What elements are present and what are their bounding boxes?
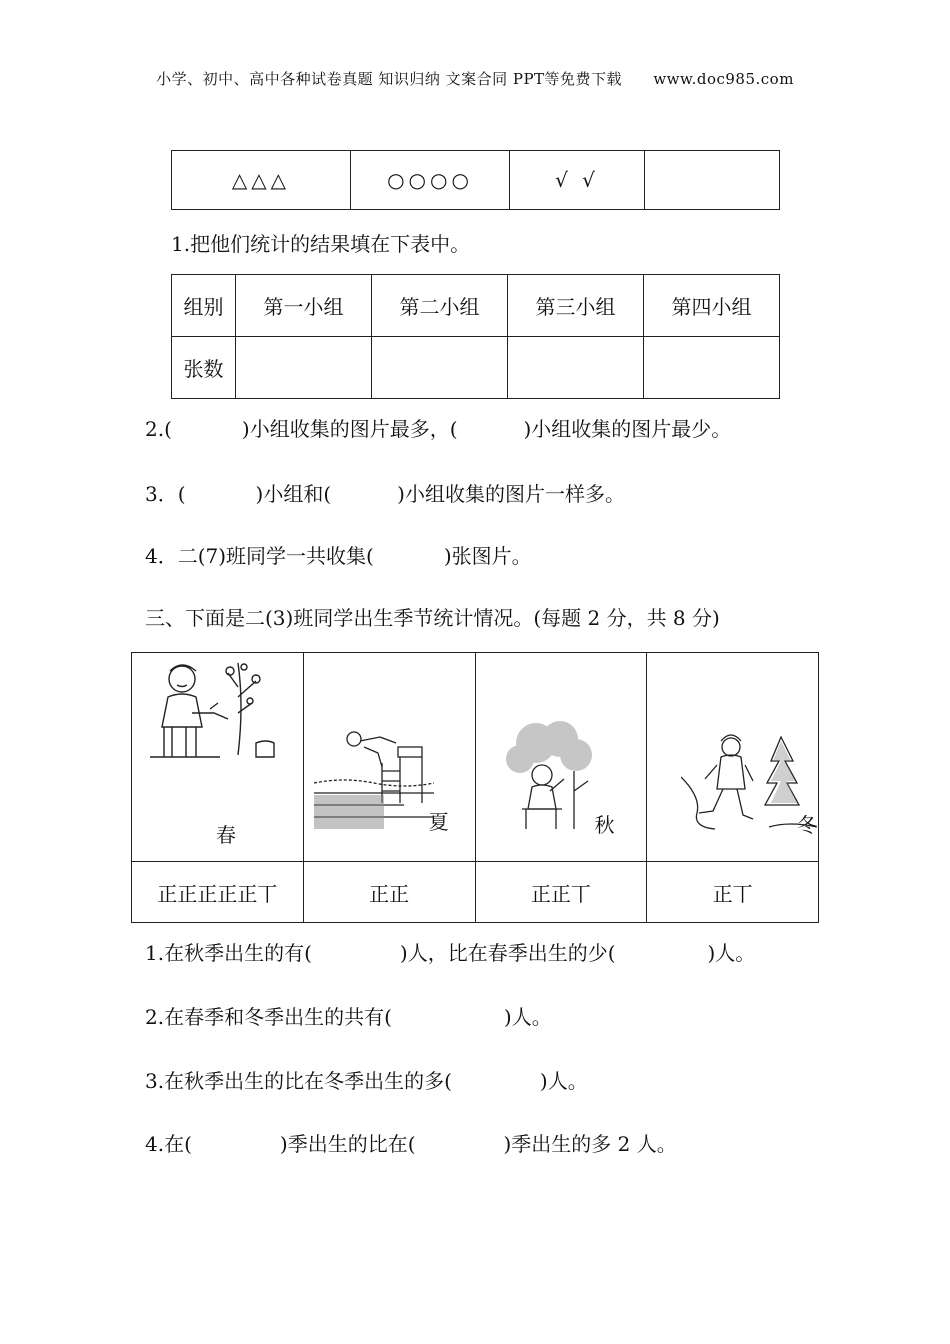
group-count-table [171,274,780,399]
group-header-label: 组别 [172,275,236,337]
section-3-question-3 [145,1065,588,1094]
q4-text-1: 4．二(7)班同学一共收集( [145,544,374,568]
summer-illustration [314,723,434,833]
section-3-question-4 [145,1128,677,1157]
q4-text-2: )张图片。 [443,544,532,568]
header-text: 小学、初中、高中各种试卷真题 知识归纳 文案合同 PPT等免费下载 [156,70,623,88]
count-cell-3[interactable] [508,337,644,399]
count-row-label: 张数 [172,337,236,399]
s3q4-text-1: 4.在( [145,1132,192,1156]
group-name-4: 第四小组 [644,275,780,337]
s3q1-text-1: 1.在秋季出生的有( [145,941,312,965]
season-label-summer: 夏 [428,810,449,834]
season-label-winter: 冬 [797,813,818,837]
q3-text-1: 3．( [145,482,186,506]
tally-group-4 [645,151,780,210]
s3q2-text-2: )人。 [503,1005,552,1029]
s3q2-text-1: 2.在春季和冬季出生的共有( [145,1005,392,1029]
autumn-illustration [498,721,598,831]
season-cell-winter [647,653,819,862]
header-site: www.doc985.com [653,70,794,88]
q3-text-3: )小组收集的图片一样多。 [397,482,625,506]
season-label-autumn: 秋 [594,813,615,837]
s3q1-text-3: )人。 [707,941,756,965]
s3q3-text-2: )人。 [539,1069,588,1093]
season-label-spring: 春 [216,823,236,847]
s3q4-text-3: )季出生的多 2 人。 [503,1132,677,1156]
question-4 [145,540,532,569]
group-name-2: 第二小组 [372,275,508,337]
tally-marks-table [171,150,780,210]
section-3-question-1 [145,937,755,966]
section-3-title: 三、下面是二(3)班同学出生季节统计情况。(每题 2 分，共 8 分) [145,606,720,630]
s3q3-text-1: 3.在秋季出生的比在冬季出生的多( [145,1069,452,1093]
question-1-intro: 1.把他们统计的结果填在下表中。 [171,232,471,256]
season-cell-autumn [475,653,647,862]
count-cell-2[interactable] [372,337,508,399]
season-tally-winter: 正丅 [647,862,819,923]
count-cell-1[interactable] [236,337,372,399]
q2-text-2: )小组收集的图片最多，( [241,417,458,441]
group-name-1: 第一小组 [236,275,372,337]
season-tally-spring: 正正正正正丅 [132,862,304,923]
count-cell-4[interactable] [644,337,780,399]
s3q1-text-2: )人，比在春季出生的少( [399,941,616,965]
season-tally-summer: 正正 [303,862,475,923]
tally-group-2: ○○○○ [351,151,510,210]
tally-group-1: △△△ [172,151,351,210]
section-3-question-2 [145,1001,552,1030]
birth-season-table [131,652,819,923]
q2-text-3: )小组收集的图片最少。 [523,417,732,441]
season-cell-spring [132,653,304,862]
season-cell-summer [303,653,475,862]
q3-text-2: )小组和( [255,482,332,506]
group-name-3: 第三小组 [508,275,644,337]
page-header [0,68,950,89]
tally-group-3: √ √ [510,151,645,210]
s3q4-text-2: )季出生的比在( [279,1132,416,1156]
question-2 [145,413,731,442]
season-tally-autumn: 正正丅 [475,862,647,923]
q2-text-1: 2.( [145,417,172,441]
spring-illustration [150,657,280,761]
question-3 [145,478,625,507]
